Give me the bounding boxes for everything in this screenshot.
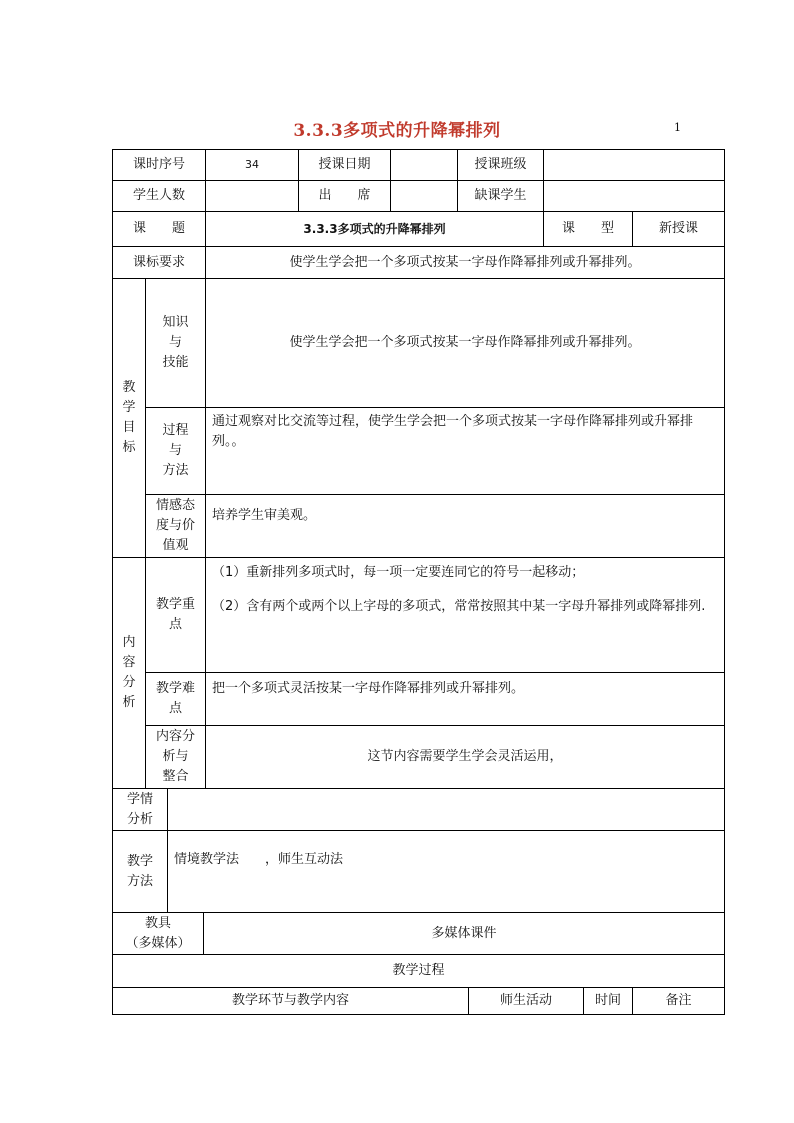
page-number: 1: [674, 121, 681, 134]
teaching-class-value[interactable]: [544, 150, 724, 180]
lesson-type-value: 新授课: [658, 221, 698, 236]
emotion-values-value: 培养学生审美观。: [212, 508, 317, 523]
student-count-value[interactable]: [206, 181, 298, 211]
difficulty-label: 教学难 点: [155, 681, 195, 716]
student-analysis-value[interactable]: [168, 789, 724, 830]
teaching-tools-value: 多媒体课件: [431, 925, 497, 941]
teaching-goals-label: 教 学 目 标: [122, 380, 136, 455]
attendance-label: 出 席: [318, 188, 371, 203]
content-analysis-label: 内 容 分 析: [122, 635, 136, 710]
integration-label: 内容分 析与 整合: [155, 729, 195, 784]
teaching-method-label: 教学 方法: [126, 853, 153, 889]
topic-label: 课 题: [132, 221, 185, 236]
key-point-1: （1）重新排列多项式时，每一项一定要连同它的符号一起移动；: [212, 565, 585, 580]
key-points-label: 教学重 点: [155, 597, 195, 632]
activity-column-header: 师生活动: [499, 993, 552, 1008]
teaching-method-value: 情境教学法 ，师生互动法: [174, 852, 344, 867]
difficulty-value: 把一个多项式灵活按某一字母作降幂排列或升幂排列。: [212, 681, 525, 696]
lesson-number-value: 34: [245, 158, 259, 171]
teaching-class-label: 授课班级: [474, 157, 527, 172]
lesson-number-label: 课时序号: [132, 157, 185, 172]
teaching-date-label: 授课日期: [318, 157, 371, 172]
time-column-header: 时间: [594, 993, 621, 1008]
key-point-2: （2）含有两个或两个以上字母的多项式，常常按照其中某一字母升幂排列或降幂排列.: [212, 599, 706, 614]
student-analysis-label: 学情 分析: [126, 791, 153, 827]
knowledge-skills-label: 知识 与 技能: [162, 315, 189, 370]
curriculum-standard-value: 使学生学会把一个多项式按某一字母作降幂排列或升幂排列。: [289, 254, 641, 270]
process-method-label: 过程 与 方法: [162, 423, 189, 478]
topic-value: 3.3.3多项式的升降幂排列: [303, 222, 446, 236]
teaching-process-header: 教学过程: [392, 963, 445, 978]
document-title: 3.3.3多项式的升降幂排列: [293, 121, 501, 141]
curriculum-standard-label: 课标要求: [132, 254, 185, 270]
teaching-date-value[interactable]: [391, 150, 457, 180]
knowledge-skills-value: 使学生学会把一个多项式按某一字母作降幂排列或升幂排列。: [289, 335, 641, 350]
process-method-value: 通过观察对比交流等过程，使学生学会把一个多项式按某一字母作降幂排列或升幂排列。。: [212, 414, 694, 449]
student-count-label: 学生人数: [132, 188, 185, 203]
emotion-values-label: 情感态 度与价 值观: [155, 498, 195, 553]
note-column-header: 备注: [665, 993, 692, 1008]
lesson-type-label: 课 型: [561, 221, 614, 236]
teaching-tools-label: 教具 （多媒体）: [125, 915, 191, 951]
absent-students-value[interactable]: [544, 181, 724, 211]
content-column-header: 教学环节与教学内容: [231, 993, 349, 1008]
attendance-value[interactable]: [391, 181, 457, 211]
absent-students-label: 缺课学生: [474, 188, 527, 203]
integration-value: 这节内容需要学生学会灵活运用，: [367, 749, 563, 764]
